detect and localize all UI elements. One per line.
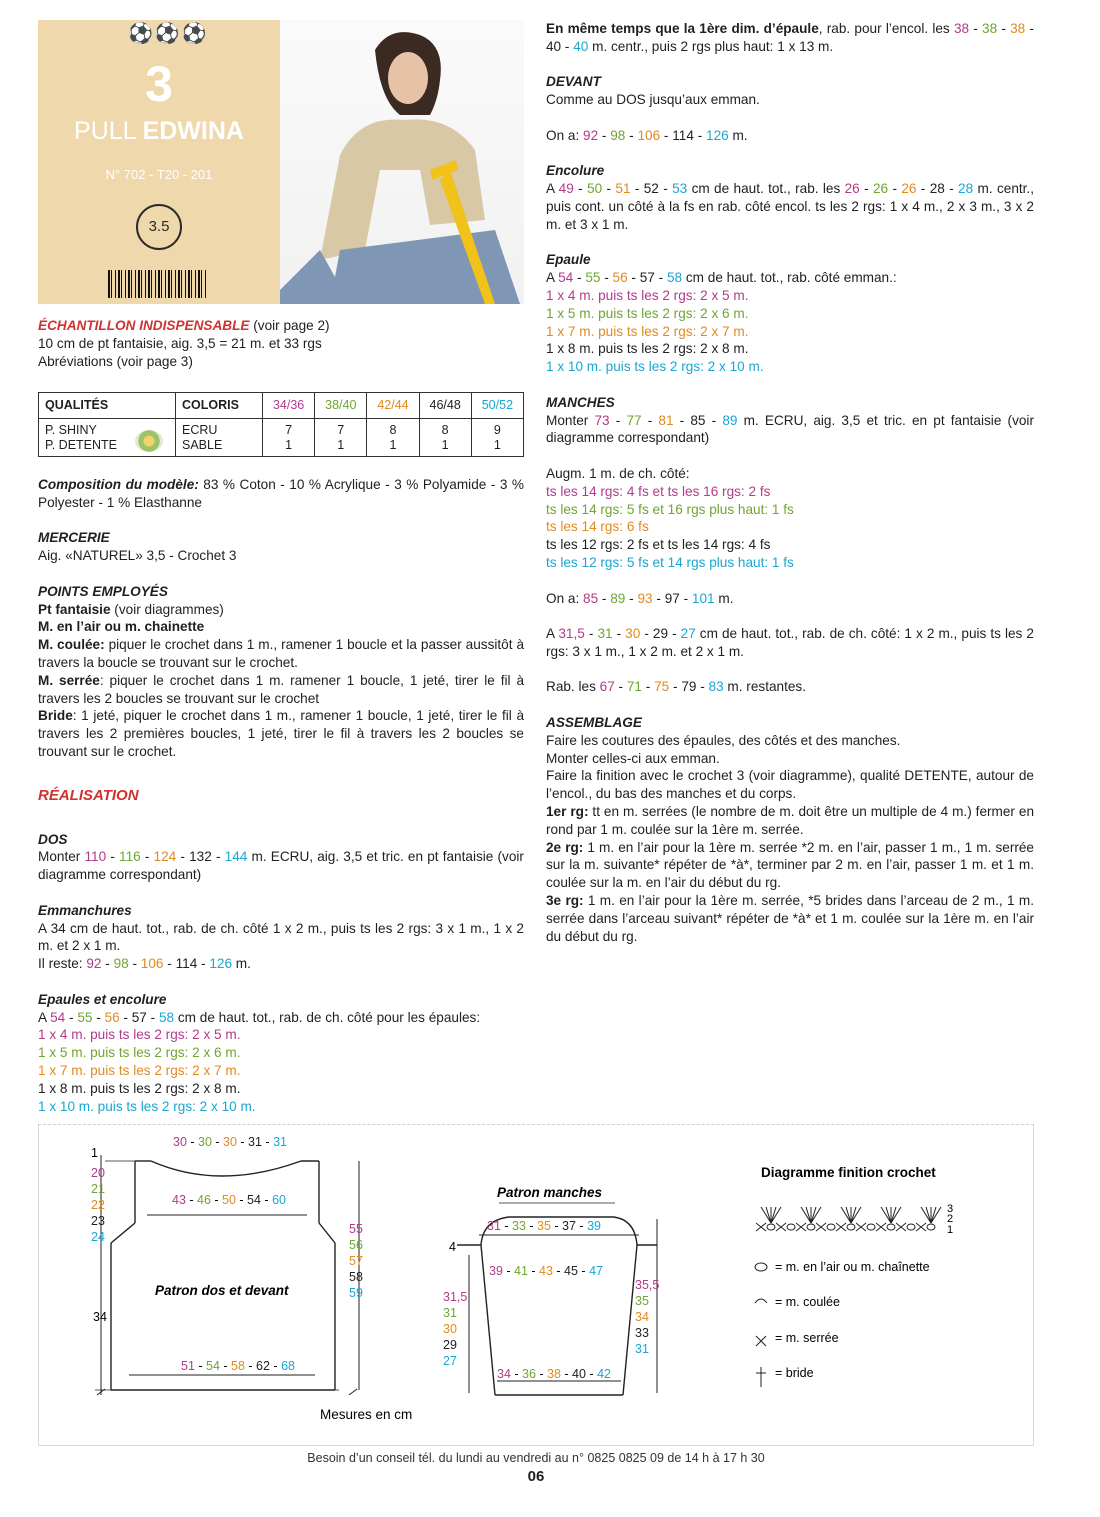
encolure-title: Encolure xyxy=(546,163,605,179)
sample-title-suffix: (voir page 2) xyxy=(249,318,330,333)
barcode-icon xyxy=(108,270,208,298)
sample-line-2: Abréviations (voir page 3) xyxy=(38,353,193,369)
cell-value: 7 1 xyxy=(315,419,367,457)
double-crochet-icon xyxy=(756,1367,766,1387)
model-reference: N° 702 - T20 - 201 xyxy=(105,167,213,182)
epaule-line-5: 1 x 10 m. puis ts les 2 rgs: 2 x 10 m. xyxy=(546,359,764,375)
body-right-3: 57 xyxy=(349,1254,363,1268)
chain-stitch-icon xyxy=(755,1263,767,1271)
sleeve-right-5: 31 xyxy=(635,1342,649,1356)
col-size-5: 50/52 xyxy=(471,393,523,419)
body-mid-measure: 43 - 46 - 50 - 54 - 60 xyxy=(172,1193,286,1207)
model-photo xyxy=(280,20,524,304)
table-header-row xyxy=(39,393,524,419)
points-title: POINTS EMPLOYÉS xyxy=(38,583,168,599)
quantities-table xyxy=(38,392,524,457)
crochet-diagram-title: Diagramme finition crochet xyxy=(761,1165,936,1180)
body-left-1: 20 xyxy=(91,1166,105,1180)
col-size-4: 46/48 xyxy=(419,393,471,419)
cell-quality: P. SHINY P. DETENTE xyxy=(39,419,176,457)
augm-line-2: ts les 14 rgs: 5 fs et 16 rgs plus haut: 1 fs xyxy=(546,501,794,517)
crochet-row-1: 1 xyxy=(947,1224,954,1236)
sleeve-right-2: 35 xyxy=(635,1294,649,1308)
slip-stitch-icon xyxy=(755,1299,767,1303)
cell-value: 8 1 xyxy=(367,419,419,457)
model-number: 3 xyxy=(145,56,173,112)
legend-double: = bride xyxy=(775,1366,814,1380)
augm-line-5: ts les 12 rgs: 5 fs et 14 rgs plus haut: 1 fs xyxy=(546,554,794,570)
point-serree: M. serrée: piquer le crochet dans 1 m. ramener 1 boucle, 1 jeté, tirer le fil à travers les 2 boucles se trouvant sur le crochet xyxy=(38,672,524,706)
table-row xyxy=(39,419,524,457)
encolure-text: A 49 - 50 - 51 - 52 - 53 cm de haut. tot., rab. les 26 - 26 - 26 - 28 - 28 m. centr., puis cont. un côté à la fs en rab. côté encol. ts les 2 rgs: 1 x 4 m., 2 x 3 m., 3 x 2 m. et 3 x 1 m. xyxy=(546,181,1034,232)
assemblage-title: ASSEMBLAGE xyxy=(546,715,642,731)
manches-text: Monter 73 - 77 - 81 - 85 - 89 m. ECRU, aig. 3,5 et tric. en pt fantaisie (voir diagramme correspondant) xyxy=(546,412,1034,446)
col-qualites: QUALITÉS xyxy=(39,393,176,419)
manches-augm: Augm. 1 m. de ch. côté: xyxy=(546,465,690,481)
assemblage-rg1: 1er rg: tt en m. serrées (le nombre de m. doit être un multiple de 4 m.) fermer en rond par 1 m. coulée sur la 1ère m. serrée. xyxy=(546,804,1035,837)
sleeve-left-2: 31 xyxy=(443,1306,457,1320)
sleeve-left-1: 31,5 xyxy=(443,1290,468,1304)
needle-size-icon: 3.5 xyxy=(136,204,182,250)
manches-title: MANCHES xyxy=(546,394,615,410)
augm-line-1: ts les 14 rgs: 4 fs et ts les 16 rgs: 2 fs xyxy=(546,483,771,499)
pattern-diagrams xyxy=(39,1125,1035,1447)
devant-title: DEVANT xyxy=(546,74,601,90)
sleeve-right-1: 35,5 xyxy=(635,1278,660,1292)
body-left-5: 24 xyxy=(91,1230,105,1244)
col-size-1: 34/36 xyxy=(263,393,315,419)
footer-text: Besoin d’un conseil tél. du lundi au vendredi au n° 0825 0825 09 de 14 h à 17 h 30 xyxy=(307,1451,765,1465)
sleeve-top-measure: 31 - 33 - 35 - 37 - 39 xyxy=(487,1219,601,1233)
devant-text: Comme au DOS jusqu’aux emman. xyxy=(546,92,760,108)
header-block xyxy=(38,20,524,304)
sleeve-right-4: 33 xyxy=(635,1326,649,1340)
emmanchures-reste: Il reste: 92 - 98 - 106 - 114 - 126 m. xyxy=(38,956,251,972)
emmanchures-title: Emmanchures xyxy=(38,902,132,918)
assemblage-l3: Faire la finition avec le crochet 3 (voir diagramme), qualité DETENTE, autour de l’encol., du bas des manches et du corps. xyxy=(546,768,1034,802)
emmanchures-text: A 34 cm de haut. tot., rab. de ch. côté 1 x 2 m., puis ts les 2 rgs: 3 x 1 m., 1 x 2 m. et 2 x 1 m. xyxy=(38,920,524,954)
manches-ona: On a: 85 - 89 - 93 - 97 - 101 m. xyxy=(546,590,734,606)
point-chainette: M. en l’air ou m. chainette xyxy=(38,619,205,635)
crochet-row-2: 2 xyxy=(947,1213,954,1225)
epaule-line-1: 1 x 4 m. puis ts les 2 rgs: 2 x 5 m. xyxy=(546,287,749,303)
sleeve-left-4: 29 xyxy=(443,1338,457,1352)
sleeve-left-top: 4 xyxy=(449,1240,456,1254)
epaule-line-3: 1 x 7 m. puis ts les 2 rgs: 2 x 7 m. xyxy=(546,323,749,339)
body-right-4: 58 xyxy=(349,1270,363,1284)
epaule-line-4: 1 x 8 m. puis ts les 2 rgs: 2 x 8 m. xyxy=(546,341,749,357)
dos-text: Monter 110 - 116 - 124 - 132 - 144 m. ECRU, aig. 3,5 et tric. en pt fantaisie (voir diagramme correspondant) xyxy=(38,849,524,883)
epaule-text: A 54 - 55 - 56 - 57 - 58 cm de haut. tot., rab. côté emman.: xyxy=(546,270,897,286)
left-column-body xyxy=(38,476,524,1115)
sample-section xyxy=(38,317,524,335)
sleeve-pattern-title: Patron manches xyxy=(497,1185,603,1200)
assemblage-rg3: 3e rg: 1 m. en l’air pour la 1ère m. serrée, *5 brides dans l’arceau de 2 m., 1 m. serrée dans l’arceau suivant* répéter de *à* et 1 m. coulée sur la 1ère m. en l’air du début du rg. xyxy=(546,893,1034,944)
cell-value: 8 1 xyxy=(419,419,471,457)
body-pattern-title: Patron dos et devant xyxy=(155,1283,289,1298)
point-fantaisie: Pt fantaisie (voir diagrammes) xyxy=(38,601,224,617)
point-bride: Bride: 1 jeté, piquer le crochet dans 1 m., ramener 1 boucle, 1 jeté, tirer le fil à travers les 2 premières boucles, 1 jeté, tirer le fil à travers les 2 boucles se trouvant sur le crochet. xyxy=(38,708,524,759)
devant-ona: On a: 92 - 98 - 106 - 114 - 126 m. xyxy=(546,127,748,143)
body-left-top: 1 xyxy=(91,1146,98,1160)
epaules-encolure-title: Epaules et encolure xyxy=(38,991,167,1007)
dos-title: DOS xyxy=(38,831,68,847)
woman-photo-illustration xyxy=(280,20,524,304)
augm-line-3: ts les 14 rgs: 6 fs xyxy=(546,519,649,535)
sample-line-1: 10 cm de pt fantaisie, aig. 3,5 = 21 m. et 33 rgs xyxy=(38,335,322,351)
sleeve-mid-measure: 39 - 41 - 43 - 45 - 47 xyxy=(489,1264,603,1278)
crochet-diagram xyxy=(756,1207,941,1231)
epaules-line-1: 1 x 4 m. puis ts les 2 rgs: 2 x 5 m. xyxy=(38,1027,241,1043)
yarn-balls-icon: ⚽⚽⚽ xyxy=(128,23,209,45)
epaules-line-2: 1 x 5 m. puis ts les 2 rgs: 2 x 6 m. xyxy=(38,1045,241,1061)
manches-rab: A 31,5 - 31 - 30 - 29 - 27 cm de haut. tot., rab. de ch. côté: 1 x 2 m., puis ts les 2 rgs: 3 x 1 m., 1 x 2 m. et 2 x 1 m. xyxy=(546,626,1034,659)
col-size-2: 38/40 xyxy=(315,393,367,419)
epaule-title: Epaule xyxy=(546,252,591,268)
legend-slip: = m. coulée xyxy=(775,1295,840,1309)
body-top-measure: 30 - 30 - 30 - 31 - 31 xyxy=(173,1135,287,1149)
col-coloris: COLORIS xyxy=(176,393,263,419)
mercerie-text: Aig. «NATUREL» 3,5 - Crochet 3 xyxy=(38,548,237,564)
measures-label: Mesures en cm xyxy=(320,1407,413,1422)
patterns-box xyxy=(38,1124,1034,1446)
body-bottom-measure: 51 - 54 - 58 - 62 - 68 xyxy=(181,1359,295,1373)
assemblage-l1: Faire les coutures des épaules, des côtés et des manches. xyxy=(546,732,901,748)
legend-single: = m. serrée xyxy=(775,1331,839,1345)
body-left-3: 22 xyxy=(91,1198,105,1212)
body-left-2: 21 xyxy=(91,1182,105,1196)
epaules-line-4: 1 x 8 m. puis ts les 2 rgs: 2 x 8 m. xyxy=(38,1080,241,1096)
epaules-encolure-text: A 54 - 55 - 56 - 57 - 58 cm de haut. tot., rab. de ch. côté pour les épaules: xyxy=(38,1009,481,1025)
crochet-legend xyxy=(755,1260,930,1387)
body-right-1: 55 xyxy=(349,1222,363,1236)
cell-value: 9 1 xyxy=(471,419,523,457)
legend-chain: = m. en l’air ou m. chaînette xyxy=(775,1260,930,1274)
epaule-line-2: 1 x 5 m. puis ts les 2 rgs: 2 x 6 m. xyxy=(546,305,749,321)
sleeve-right-3: 34 xyxy=(635,1310,649,1324)
intro-text: En même temps que la 1ère dim. d’épaule, rab. pour l’encol. les 38 - 38 - 38 - 40 - 40 m. centr., puis 2 rgs plus haut: 1 x 13 m. xyxy=(546,21,1034,54)
crochet-row-3: 3 xyxy=(947,1203,954,1215)
body-right-2: 56 xyxy=(349,1238,363,1252)
body-left-bottom: 34 xyxy=(93,1310,107,1324)
single-crochet-icon xyxy=(756,1336,766,1346)
assemblage-rg2: 2e rg: 1 m. en l’air pour la 1ère m. serrée *2 m. en l’air, passer 1 m., 1 m. serrée sur la m. suivante* répéter de *à*, terminer par 2 m. en l’air, passer 1 m. et 1 m. coulée sur la m. en l’air du début du rg. xyxy=(546,839,1034,891)
epaules-line-3: 1 x 7 m. puis ts les 2 rgs: 2 x 7 m. xyxy=(38,1062,241,1078)
cell-color: ECRU SABLE xyxy=(176,419,263,457)
composition: Composition du modèle: 83 % Coton - 10 % Acrylique - 3 % Polyamide - 3 % Polyester - 1 % Elasthanne xyxy=(38,477,524,510)
realisation-title: RÉALISATION xyxy=(38,786,139,804)
assemblage-l2: Monter celles-ci aux emman. xyxy=(546,750,720,766)
sample-title: ÉCHANTILLON INDISPENSABLE xyxy=(38,318,250,333)
page-number: 06 xyxy=(527,1468,545,1485)
label-badge-icon xyxy=(135,430,163,452)
cell-value: 7 1 xyxy=(263,419,315,457)
right-column xyxy=(546,20,1034,945)
model-card xyxy=(38,20,280,304)
model-name: PULL EDWINA xyxy=(74,117,244,145)
sleeve-left-5: 27 xyxy=(443,1354,457,1368)
col-size-3: 42/44 xyxy=(367,393,419,419)
mercerie-title: MERCERIE xyxy=(38,530,110,546)
body-right-5: 59 xyxy=(349,1286,363,1300)
left-column xyxy=(38,317,524,370)
point-coulee: M. coulée: piquer le crochet dans 1 m., ramener 1 boucle et la passer aussitôt à travers la boucle se trouvant sur le crochet. xyxy=(38,637,524,670)
sleeve-left-3: 30 xyxy=(443,1322,457,1336)
manches-rest: Rab. les 67 - 71 - 75 - 79 - 83 m. restantes. xyxy=(546,679,807,695)
epaules-line-5: 1 x 10 m. puis ts les 2 rgs: 2 x 10 m. xyxy=(38,1098,256,1114)
sleeve-bottom-measure: 34 - 36 - 38 - 40 - 42 xyxy=(497,1367,611,1381)
body-left-4: 23 xyxy=(91,1214,105,1228)
augm-line-4: ts les 12 rgs: 2 fs et ts les 14 rgs: 4 fs xyxy=(546,537,771,553)
